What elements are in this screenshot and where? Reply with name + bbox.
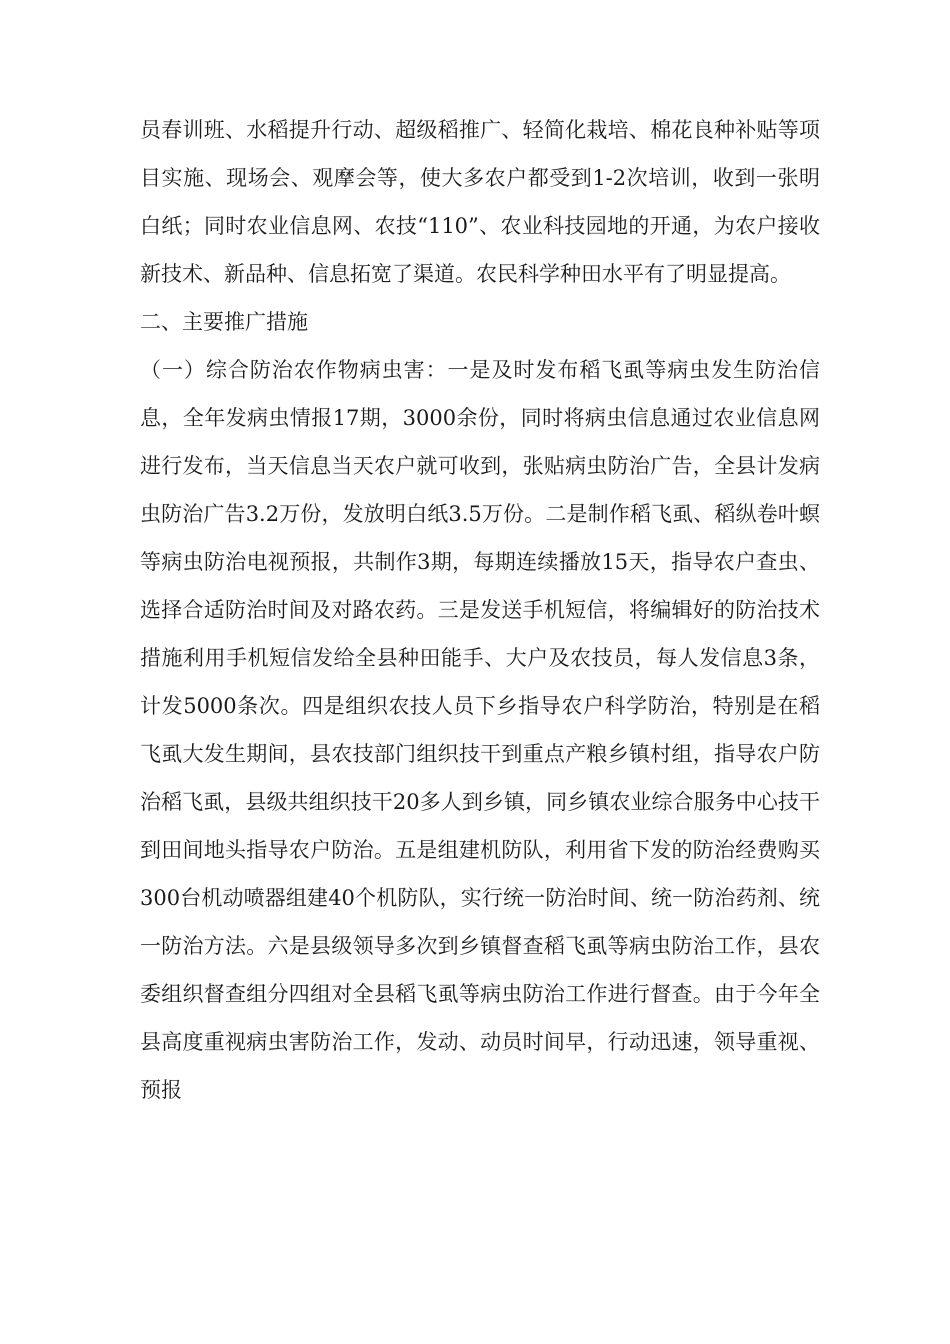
paragraph-intro-continuation: 员春训班、水稻提升行动、超级稻推广、轻简化栽培、棉花良种补贴等项目实施、现场会、观摩会等，使大多农户都受到1-2次培训，收到一张明白纸；同时农业信息网、农技“110”、农业科技园地的开通，为农户接收新技术、新品种、信息拓宽了渠道。农民科学种田水平有了明显提高。	[140, 118, 820, 286]
section-heading: 二、主要推广措施	[140, 310, 308, 334]
document-page	[140, 106, 820, 1114]
paragraph-pest-control: （一）综合防治农作物病虫害：一是及时发布稻飞虱等病虫发生防治信息，全年发病虫情报17期，3000余份，同时将病虫信息通过农业信息网进行发布，当天信息当天农户就可收到，张贴病虫防治广告，全县计发病虫防治广告3.2万份，发放明白纸3.5万份。二是制作稻飞虱、稻纵卷叶螟等病虫防治电视预报，共制作3期，每期连续播放15天，指导农户查虫、选择合适防治时间及对路农药。三是发送手机短信，将编辑好的防治技术措施利用手机短信发给全县种田能手、大户及农技员，每人发信息3条，计发5000条次。四是组织农技人员下乡指导农户科学防治，特别是在稻飞虱大发生期间，县农技部门组织技干到重点产粮乡镇村组，指导农户防治稻飞虱，县级共组织技干20多人到乡镇，同乡镇农业综合服务中心技干到田间地头指导农户防治。五是组建机防队，利用省下发的防治经费购买300台机动喷器组建40个机防队，实行统一防治时间、统一防治药剂、统一防治方法。六是县级领导多次到乡镇督查稻飞虱等病虫防治工作，县农委组织督查组分四组对全县稻飞虱等病虫防治工作进行督查。由于今年全县高度重视病虫害防治工作，发动、动员时间早，行动迅速，领导重视、预报	[140, 358, 820, 1102]
